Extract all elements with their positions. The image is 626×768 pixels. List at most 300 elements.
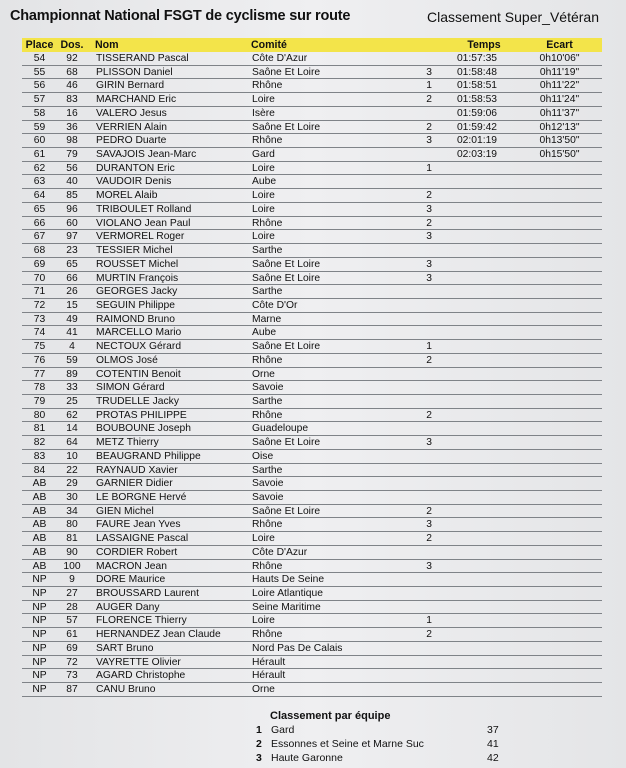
team-row: [256, 724, 516, 737]
cell-team-rank: [367, 368, 437, 381]
cell-comite: Loire: [252, 231, 275, 243]
team-rank: 1: [256, 724, 262, 736]
cell-comite: Saône Et Loire: [252, 341, 321, 353]
cell-temps: [437, 656, 517, 669]
cell-comite: Rhône: [252, 519, 283, 531]
cell-ecart: [517, 450, 602, 463]
table-row: [22, 148, 602, 162]
cell-ecart: [517, 628, 602, 641]
table-row: [22, 93, 602, 107]
cell-comite: Loire: [252, 203, 275, 215]
cell-temps: [437, 587, 517, 600]
table-row: [22, 189, 602, 203]
cell-temps: [437, 285, 517, 298]
cell-team-rank: 2: [426, 409, 432, 421]
cell-team-rank: 3: [426, 437, 432, 449]
cell-dossard: 60: [66, 217, 78, 229]
cell-ecart: [517, 354, 602, 367]
team-rank: 3: [256, 752, 262, 764]
header-comite: Comité: [251, 39, 287, 51]
cell-nom: PROTAS PHILIPPE: [96, 409, 187, 421]
cell-ecart: 0h10'06": [539, 53, 580, 64]
cell-team-rank: [367, 573, 437, 586]
table-row: [22, 299, 602, 313]
cell-ecart: [517, 560, 602, 573]
cell-dossard: 4: [69, 341, 75, 353]
cell-team-rank: [367, 491, 437, 504]
cell-nom: CANU Bruno: [96, 684, 156, 696]
cell-team-rank: 2: [426, 217, 432, 229]
cell-dossard: 28: [66, 601, 78, 613]
cell-nom: GIEN Michel: [96, 505, 154, 517]
cell-comite: Isère: [252, 107, 275, 119]
cell-nom: COTENTIN Benoit: [96, 368, 181, 380]
cell-temps: [437, 614, 517, 627]
cell-team-rank: 3: [426, 66, 432, 78]
cell-temps: [437, 230, 517, 243]
cell-dossard: 73: [66, 670, 78, 682]
cell-team-rank: [367, 299, 437, 312]
cell-team-rank: [367, 450, 437, 463]
cell-nom: AGARD Christophe: [96, 670, 186, 682]
cell-place: 58: [33, 107, 46, 119]
cell-temps: [437, 505, 517, 518]
cell-comite: Côte D'Azur: [252, 546, 308, 558]
cell-place: 74: [33, 327, 46, 339]
cell-place: 60: [33, 135, 46, 147]
cell-nom: MACRON Jean: [96, 560, 167, 572]
cell-ecart: [517, 326, 602, 339]
category-title: Classement Super_Vétéran: [427, 9, 599, 25]
cell-place: AB: [32, 478, 47, 490]
cell-comite: Savoie: [252, 382, 284, 394]
cell-team-rank: 2: [426, 505, 432, 517]
cell-team-rank: 2: [426, 354, 432, 366]
cell-dossard: 27: [66, 588, 78, 600]
cell-dossard: 57: [66, 615, 78, 627]
cell-place: 80: [33, 409, 46, 421]
cell-place: 78: [33, 382, 46, 394]
cell-comite: Saône Et Loire: [252, 437, 321, 449]
cell-place: 63: [33, 176, 46, 188]
cell-dossard: 85: [66, 190, 78, 202]
cell-team-rank: [367, 107, 437, 120]
cell-nom: DURANTON Eric: [96, 162, 175, 174]
cell-team-rank: 2: [426, 533, 432, 545]
cell-ecart: [517, 505, 602, 518]
cell-temps: 01:59:42: [456, 121, 498, 133]
cell-nom: FLORENCE Thierry: [96, 615, 187, 627]
cell-place: 76: [33, 354, 46, 366]
cell-team-rank: [367, 395, 437, 408]
cell-nom: MARCHAND Eric: [96, 94, 177, 106]
cell-dossard: 65: [66, 258, 78, 270]
cell-comite: Rhône: [252, 354, 283, 366]
cell-nom: TRIBOULET Rolland: [96, 203, 192, 215]
cell-dossard: 68: [66, 66, 78, 78]
cell-temps: 01:59:06: [456, 107, 498, 119]
table-row: [22, 491, 602, 505]
cell-comite: Hérault: [252, 656, 286, 668]
cell-ecart: 0h11'22": [539, 80, 580, 92]
cell-place: 55: [33, 66, 46, 78]
cell-place: 68: [33, 245, 46, 257]
cell-nom: FAURE Jean Yves: [96, 519, 181, 531]
cell-ecart: [517, 395, 602, 408]
cell-temps: [437, 326, 517, 339]
cell-ecart: [517, 272, 602, 285]
cell-place: 67: [33, 231, 46, 243]
cell-dossard: 92: [66, 53, 78, 64]
table-row: [22, 518, 602, 532]
cell-temps: [437, 477, 517, 490]
cell-team-rank: 2: [426, 629, 432, 641]
cell-comite: Saône Et Loire: [252, 258, 321, 270]
cell-ecart: [517, 477, 602, 490]
cell-temps: 01:57:35: [456, 53, 498, 64]
cell-temps: [437, 340, 517, 353]
cell-comite: Côte D'Or: [252, 299, 298, 311]
cell-nom: ROUSSET Michel: [96, 258, 179, 270]
cell-ecart: [517, 217, 602, 230]
cell-ecart: [517, 601, 602, 614]
page-title: Championnat National FSGT de cyclisme sur route: [10, 8, 351, 24]
cell-dossard: 41: [66, 327, 78, 339]
cell-comite: Saône Et Loire: [252, 121, 321, 133]
cell-place: 65: [33, 203, 46, 215]
cell-team-rank: [367, 656, 437, 669]
cell-nom: VALERO Jesus: [96, 107, 167, 119]
header-temps: Temps: [467, 39, 501, 51]
table-row: [22, 52, 602, 66]
cell-comite: Rhône: [252, 409, 283, 421]
cell-ecart: [517, 175, 602, 188]
cell-comite: Hauts De Seine: [252, 574, 325, 586]
cell-team-rank: [367, 381, 437, 394]
cell-dossard: 97: [66, 231, 78, 243]
cell-temps: [437, 175, 517, 188]
cell-comite: Rhône: [252, 629, 283, 641]
cell-place: NP: [32, 684, 47, 696]
cell-ecart: [517, 313, 602, 326]
cell-team-rank: 2: [426, 121, 432, 133]
cell-dossard: 89: [66, 368, 78, 380]
table-row: [22, 628, 602, 642]
header-team-rank: [367, 38, 437, 52]
table-row: [22, 175, 602, 189]
cell-team-rank: 3: [426, 135, 432, 147]
cell-nom: SAVAJOIS Jean-Marc: [96, 149, 197, 161]
cell-temps: [437, 217, 517, 230]
team-row: [256, 738, 516, 751]
cell-ecart: [517, 491, 602, 504]
cell-nom: TISSERAND Pascal: [96, 53, 189, 64]
cell-team-rank: [367, 601, 437, 614]
cell-place: 56: [33, 80, 46, 92]
cell-nom: VIOLANO Jean Paul: [96, 217, 191, 229]
cell-dossard: 33: [66, 382, 78, 394]
cell-ecart: 0h15'50": [539, 149, 580, 161]
cell-dossard: 72: [66, 656, 78, 668]
cell-temps: 02:03:19: [456, 149, 498, 161]
cell-dossard: 96: [66, 203, 78, 215]
cell-place: NP: [32, 642, 47, 654]
cell-team-rank: 3: [426, 231, 432, 243]
table-row: [22, 683, 602, 697]
cell-comite: Nord Pas De Calais: [252, 642, 343, 654]
cell-temps: [437, 450, 517, 463]
cell-nom: MARCELLO Mario: [96, 327, 182, 339]
header-ecart: Ecart: [546, 39, 573, 51]
table-row: [22, 107, 602, 121]
cell-place: NP: [32, 629, 47, 641]
cell-comite: Savoie: [252, 492, 284, 503]
cell-place: AB: [32, 533, 47, 545]
cell-place: NP: [32, 601, 47, 613]
table-row: [22, 614, 602, 628]
cell-temps: [437, 491, 517, 504]
cell-comite: Sarthe: [252, 286, 283, 298]
cell-place: 71: [33, 286, 46, 298]
cell-dossard: 15: [66, 299, 78, 311]
cell-nom: RAYNAUD Xavier: [96, 464, 178, 476]
table-row: [22, 505, 602, 519]
cell-dossard: 30: [66, 492, 78, 503]
cell-dossard: 14: [66, 423, 78, 435]
table-row: [22, 162, 602, 176]
cell-temps: 02:01:19: [456, 135, 498, 147]
cell-place: AB: [32, 492, 47, 503]
cell-ecart: [517, 642, 602, 655]
cell-comite: Marne: [252, 313, 282, 325]
cell-ecart: [517, 244, 602, 257]
cell-temps: [437, 409, 517, 422]
cell-place: 69: [33, 258, 46, 270]
cell-place: 62: [33, 162, 46, 174]
cell-nom: CORDIER Robert: [96, 546, 178, 558]
cell-temps: [437, 162, 517, 175]
cell-ecart: [517, 614, 602, 627]
cell-ecart: [517, 189, 602, 202]
cell-nom: GIRIN Bernard: [96, 80, 165, 92]
cell-nom: METZ Thierry: [96, 437, 159, 449]
table-row: [22, 532, 602, 546]
cell-comite: Orne: [252, 368, 275, 380]
results-table: [22, 38, 602, 697]
cell-ecart: [517, 436, 602, 449]
cell-team-rank: 2: [426, 94, 432, 106]
cell-nom: VAYRETTE Olivier: [96, 656, 181, 668]
table-row: [22, 395, 602, 409]
cell-comite: Aube: [252, 327, 277, 339]
cell-place: 70: [33, 272, 46, 284]
cell-ecart: [517, 546, 602, 559]
cell-nom: TRUDELLE Jacky: [96, 395, 179, 407]
table-row: [22, 573, 602, 587]
cell-team-rank: [367, 587, 437, 600]
cell-temps: [437, 683, 517, 696]
cell-dossard: 66: [66, 272, 78, 284]
team-points: 37: [487, 724, 499, 736]
cell-comite: Saône Et Loire: [252, 272, 321, 284]
cell-nom: MOREL Alaib: [96, 190, 158, 202]
cell-temps: 01:58:51: [456, 80, 498, 92]
cell-temps: [437, 368, 517, 381]
cell-nom: NECTOUX Gérard: [96, 341, 182, 353]
cell-nom: BROUSSARD Laurent: [96, 588, 200, 600]
cell-comite: Loire: [252, 162, 275, 174]
team-points: 41: [487, 738, 499, 750]
cell-place: AB: [32, 560, 47, 572]
cell-place: NP: [32, 656, 47, 668]
cell-nom: SART Bruno: [96, 642, 154, 654]
cell-comite: Loire Atlantique: [252, 588, 323, 600]
cell-temps: [437, 395, 517, 408]
cell-dossard: 9: [69, 574, 75, 586]
cell-place: NP: [32, 588, 47, 600]
cell-nom: GARNIER Didier: [96, 478, 173, 490]
cell-team-rank: 3: [426, 203, 432, 215]
cell-nom: TESSIER Michel: [96, 245, 173, 257]
cell-team-rank: [367, 546, 437, 559]
cell-ecart: [517, 464, 602, 477]
cell-dossard: 61: [66, 629, 78, 641]
cell-nom: LASSAIGNE Pascal: [96, 533, 189, 545]
cell-team-rank: 1: [426, 162, 432, 174]
cell-temps: [437, 381, 517, 394]
cell-temps: [437, 272, 517, 285]
cell-nom: VAUDOIR Denis: [96, 176, 172, 188]
cell-place: 66: [33, 217, 46, 229]
cell-temps: [437, 642, 517, 655]
table-row: [22, 244, 602, 258]
table-row: [22, 587, 602, 601]
cell-temps: [437, 601, 517, 614]
table-row: [22, 79, 602, 93]
cell-ecart: [517, 587, 602, 600]
table-row: [22, 203, 602, 217]
table-row: [22, 546, 602, 560]
table-row: [22, 272, 602, 286]
cell-comite: Gard: [252, 149, 275, 161]
cell-nom: SEGUIN Philippe: [96, 299, 175, 311]
cell-ecart: 0h12'13": [539, 121, 580, 133]
cell-comite: Rhône: [252, 217, 283, 229]
table-row: [22, 134, 602, 148]
cell-dossard: 64: [66, 437, 78, 449]
table-row: [22, 217, 602, 231]
cell-place: 57: [33, 94, 46, 106]
cell-nom: PLISSON Daniel: [96, 66, 173, 78]
header-nom: Nom: [95, 39, 119, 51]
cell-temps: [437, 436, 517, 449]
cell-ecart: 0h11'24": [539, 94, 580, 106]
table-row: [22, 354, 602, 368]
cell-team-rank: 3: [426, 258, 432, 270]
cell-comite: Sarthe: [252, 245, 283, 257]
cell-dossard: 98: [66, 135, 78, 147]
cell-comite: Loire: [252, 190, 275, 202]
cell-team-rank: 1: [426, 341, 432, 353]
cell-comite: Loire: [252, 615, 275, 627]
cell-dossard: 29: [66, 478, 78, 490]
cell-dossard: 79: [66, 149, 78, 161]
table-row: [22, 340, 602, 354]
cell-team-rank: 3: [426, 560, 432, 572]
cell-nom: BEAUGRAND Philippe: [96, 450, 201, 462]
table-row: [22, 477, 602, 491]
cell-place: 77: [33, 368, 46, 380]
cell-place: 73: [33, 313, 46, 325]
cell-comite: Sarthe: [252, 395, 283, 407]
cell-temps: [437, 189, 517, 202]
cell-dossard: 59: [66, 354, 78, 366]
cell-ecart: [517, 230, 602, 243]
cell-temps: 01:58:53: [456, 94, 498, 106]
cell-team-rank: [367, 285, 437, 298]
cell-place: 83: [33, 450, 46, 462]
cell-temps: [437, 203, 517, 216]
cell-temps: 01:58:48: [456, 66, 498, 78]
cell-comite: Saône Et Loire: [252, 66, 321, 78]
cell-temps: [437, 546, 517, 559]
cell-comite: Oise: [252, 450, 274, 462]
cell-ecart: [517, 203, 602, 216]
cell-place: 79: [33, 395, 46, 407]
cell-comite: Rhône: [252, 80, 283, 92]
cell-temps: [437, 628, 517, 641]
table-row: [22, 642, 602, 656]
cell-ecart: [517, 285, 602, 298]
cell-nom: VERRIEN Alain: [96, 121, 167, 133]
table-row: [22, 409, 602, 423]
cell-nom: VERMOREL Roger: [96, 231, 185, 243]
cell-dossard: 87: [66, 684, 78, 696]
table-row: [22, 464, 602, 478]
cell-dossard: 69: [66, 642, 78, 654]
cell-dossard: 25: [66, 395, 78, 407]
cell-place: AB: [32, 505, 47, 517]
cell-comite: Sarthe: [252, 464, 283, 476]
cell-temps: [437, 573, 517, 586]
cell-comite: Aube: [252, 176, 277, 188]
cell-nom: HERNANDEZ Jean Claude: [96, 629, 221, 641]
cell-place: NP: [32, 670, 47, 682]
header-dossard: Dos.: [60, 39, 84, 51]
cell-place: AB: [32, 519, 47, 531]
cell-dossard: 26: [66, 286, 78, 298]
cell-place: 75: [33, 341, 46, 353]
cell-comite: Côte D'Azur: [252, 53, 308, 64]
table-row: [22, 669, 602, 683]
cell-ecart: [517, 299, 602, 312]
cell-dossard: 56: [66, 162, 78, 174]
cell-nom: BOUBOUNE Joseph: [96, 423, 191, 435]
cell-place: 82: [33, 437, 46, 449]
table-row: [22, 121, 602, 135]
cell-dossard: 23: [66, 245, 78, 257]
cell-place: 84: [33, 464, 46, 476]
cell-ecart: [517, 368, 602, 381]
cell-ecart: [517, 258, 602, 271]
header-place: Place: [25, 39, 54, 51]
cell-temps: [437, 560, 517, 573]
cell-comite: Loire: [252, 94, 275, 106]
cell-dossard: 36: [66, 121, 78, 133]
cell-team-rank: [367, 175, 437, 188]
team-rank: 2: [256, 738, 262, 750]
cell-nom: GEORGES Jacky: [96, 286, 178, 298]
